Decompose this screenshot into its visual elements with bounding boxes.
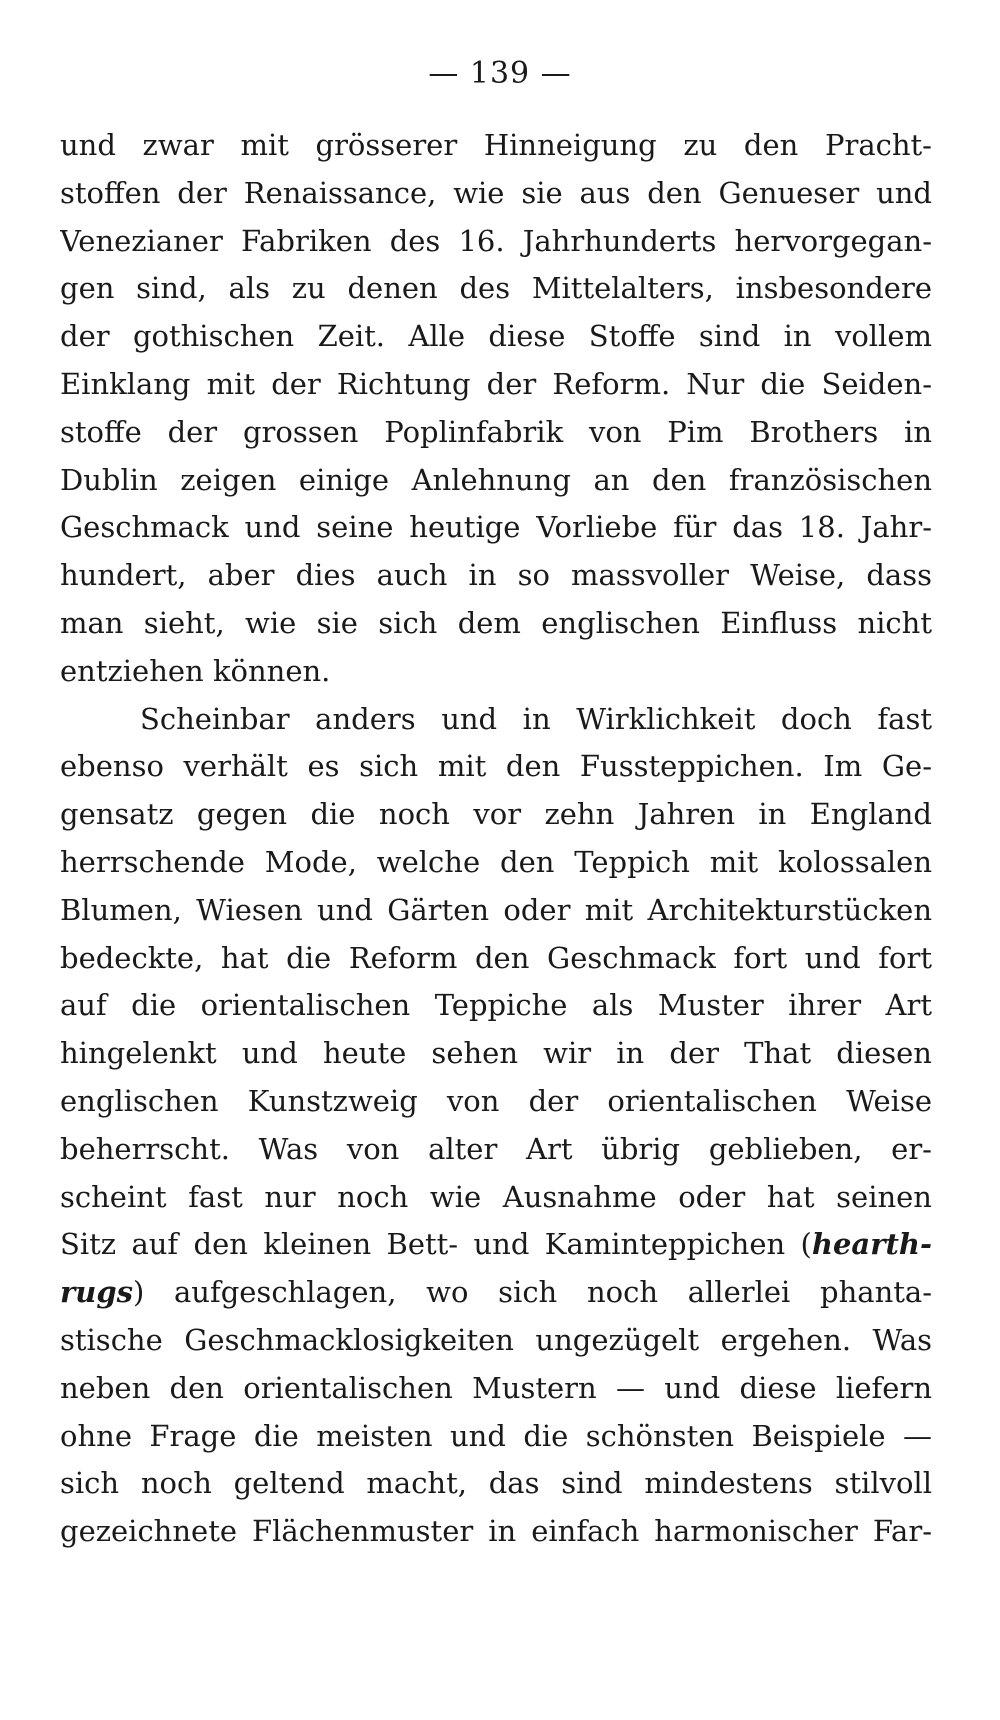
text-line-3: Venezianer Fabriken des 16. Jahrhunderts hervorgegan- <box>60 223 932 258</box>
text-line-25-roman: ) aufgeschlagen, wo sich noch allerlei phanta- <box>132 1275 932 1310</box>
text-line-19: auf die orientalischen Teppiche als Muster ihrer Art <box>60 988 932 1023</box>
text-line-14: ebenso verhält es sich mit den Fussteppichen. Im Ge- <box>60 749 932 784</box>
text-line-8: Dublin zeigen einige Anlehnung an den französischen <box>60 462 932 497</box>
text-line-15: gensatz gegen die noch vor zehn Jahren in England <box>60 797 932 832</box>
text-line-23: scheint fast nur noch wie Ausnahme oder hat seinen <box>60 1179 932 1214</box>
text-line-24 <box>60 1221 932 1269</box>
text-line-4: gen sind, als zu denen des Mittelalters, insbesondere <box>60 271 932 306</box>
text-line-2: stoffen der Renaissance, wie sie aus den Genueser und <box>60 175 932 210</box>
text-line-12: entziehen können. <box>60 653 331 688</box>
text-line-25 <box>60 1269 932 1317</box>
text-line-11: man sieht, wie sie sich dem englischen Einfluss nicht <box>60 605 932 640</box>
text-line-5: der gothischen Zeit. Alle diese Stoffe sind in vollem <box>60 319 932 354</box>
text-line-18: bedeckte, hat die Reform den Geschmack fort und fort <box>60 940 932 975</box>
text-line-25-italic: rugs <box>60 1275 133 1310</box>
text-line-13: Scheinbar anders und in Wirklichkeit doch fast <box>140 701 932 736</box>
text-line-29: sich noch geltend macht, das sind mindestens stilvoll <box>60 1466 932 1501</box>
text-line-24-italic: hearth- <box>811 1227 932 1262</box>
text-line-6: Einklang mit der Richtung der Reform. Nur die Seiden- <box>60 366 932 401</box>
body-text <box>60 122 932 1556</box>
text-line-28: ohne Frage die meisten und die schönsten Beispiele — <box>60 1418 932 1453</box>
text-line-7: stoffe der grossen Poplinfabrik von Pim Brothers in <box>60 414 932 449</box>
text-line-26: stische Geschmacklosigkeiten ungezügelt ergehen. Was <box>60 1322 932 1357</box>
text-line-9: Geschmack und seine heutige Vorliebe für das 18. Jahr- <box>60 510 932 545</box>
text-line-24-roman: Sitz auf den kleinen Bett- und Kaminteppichen ( <box>60 1227 812 1262</box>
text-line-10: hundert, aber dies auch in so massvoller Weise, dass <box>60 558 932 593</box>
text-line-22: beherrscht. Was von alter Art übrig geblieben, er- <box>60 1131 932 1166</box>
text-line-27: neben den orientalischen Mustern — und diese liefern <box>60 1370 932 1405</box>
text-line-16: herrschende Mode, welche den Teppich mit kolossalen <box>60 844 932 879</box>
text-line-30: gezeichnete Flächenmuster in einfach harmonischer Far- <box>60 1514 932 1549</box>
page-number: — 139 — <box>428 56 572 91</box>
text-line-21: englischen Kunstzweig von der orientalischen Weise <box>60 1083 932 1118</box>
text-line-17: Blumen, Wiesen und Gärten oder mit Architekturstücken <box>60 892 932 927</box>
text-line-20: hingelenkt und heute sehen wir in der That diesen <box>60 1036 932 1071</box>
text-line-1: und zwar mit grösserer Hinneigung zu den Pracht- <box>60 128 932 162</box>
